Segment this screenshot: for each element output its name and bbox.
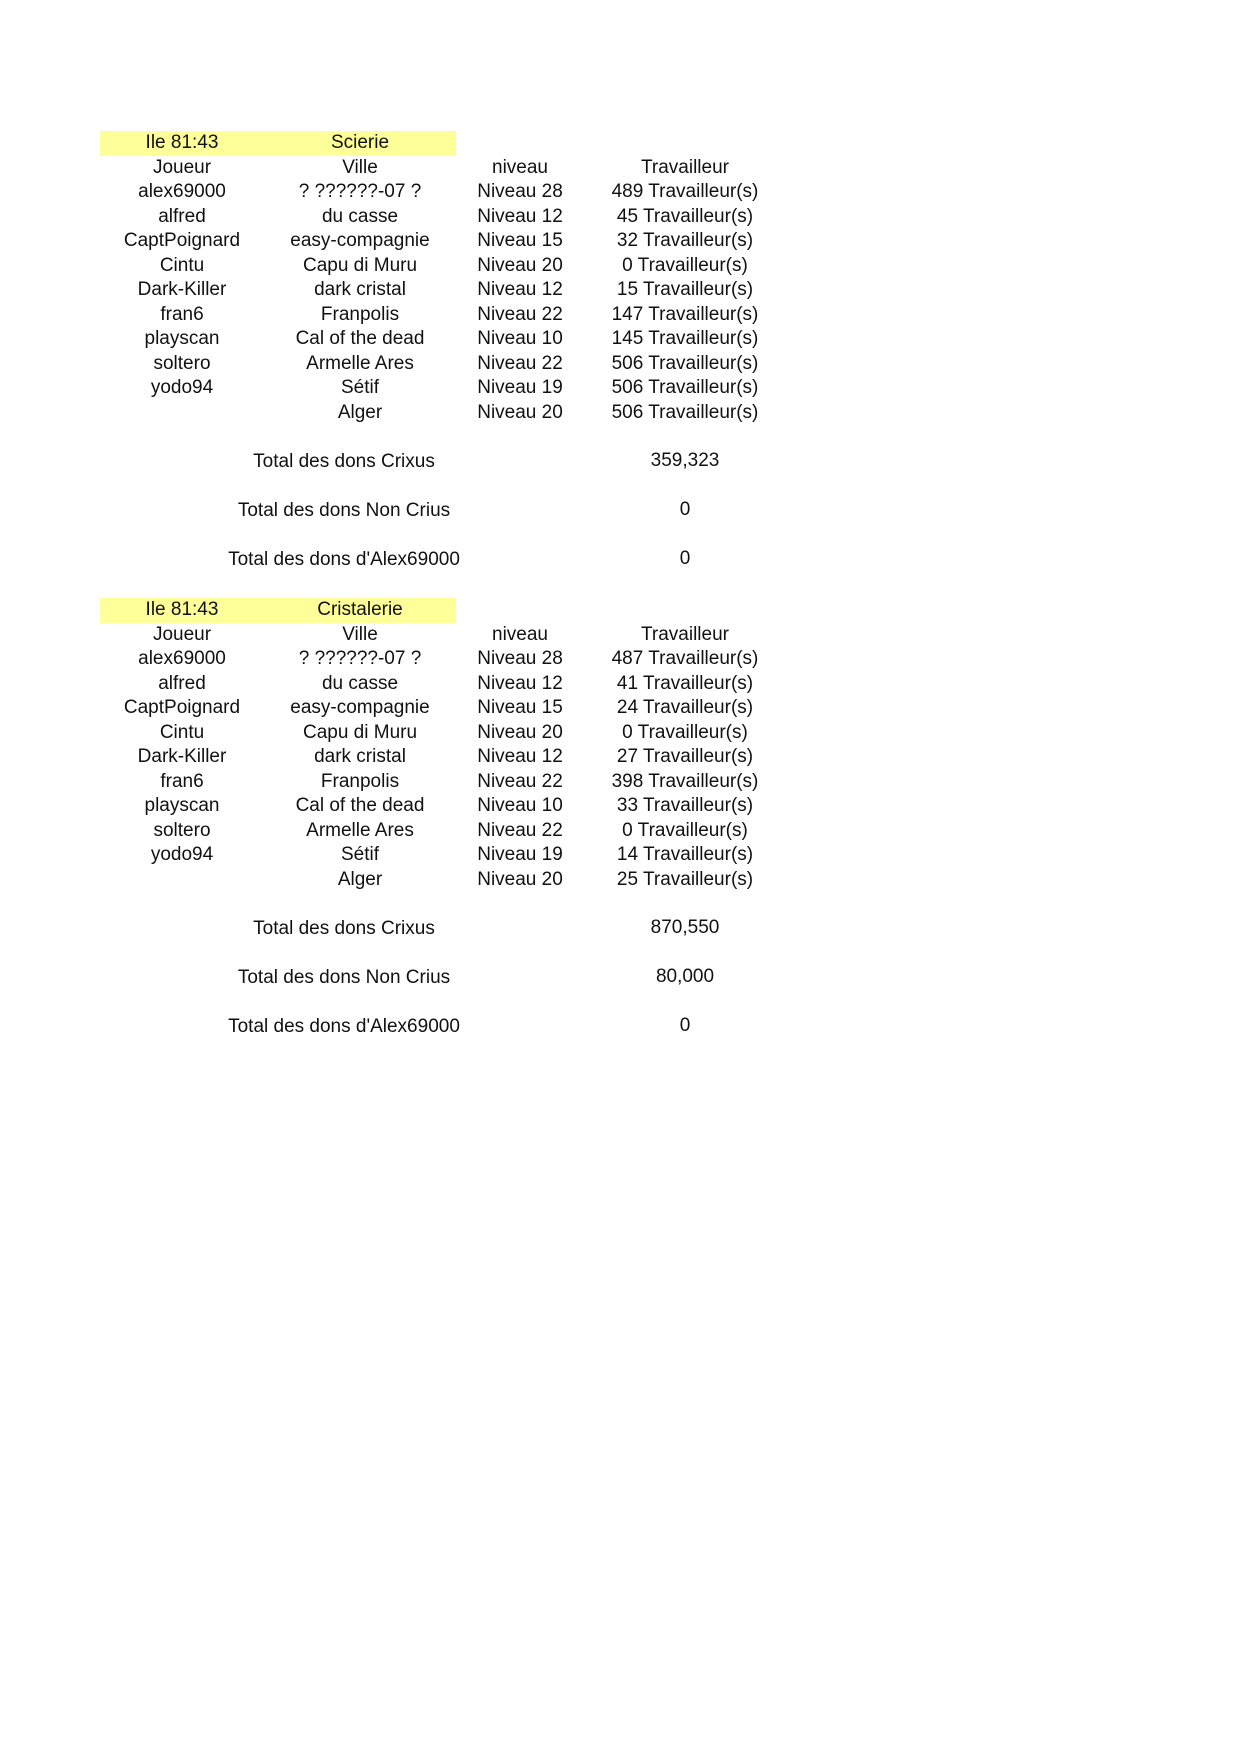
cell-ville: Cal of the dead <box>295 328 425 349</box>
cell-travailleur: 506 Travailleur(s) <box>611 352 759 374</box>
table-row <box>0 205 1241 229</box>
cell-ville: easy-compagnie <box>290 697 430 718</box>
cell-ville: dark cristal <box>314 746 406 767</box>
cell-niveau: Niveau 12 <box>477 279 563 300</box>
cell-niveau: Niveau 22 <box>477 352 563 374</box>
column-header-joueur: Joueur <box>152 623 212 645</box>
cell-travailleur: 489 Travailleur(s) <box>611 181 759 202</box>
cell-niveau: Niveau 12 <box>477 746 563 767</box>
cell-niveau: Niveau 15 <box>477 230 563 251</box>
cell-niveau: Niveau 20 <box>477 721 563 743</box>
total-label: Total des dons Crixus <box>253 918 435 939</box>
cell-travailleur: 32 Travailleur(s) <box>616 230 754 251</box>
cell-ville: Cal of the dead <box>295 795 425 816</box>
building-name: Cristalerie <box>317 599 403 620</box>
section-title-row <box>0 131 1241 155</box>
cell-joueur: playscan <box>144 328 220 349</box>
column-header-travailleur: Travailleur <box>641 623 729 645</box>
total-value: 0 <box>679 1015 691 1036</box>
total-label: Total des dons d'Alex69000 <box>228 1016 460 1037</box>
table-row <box>0 278 1241 302</box>
cell-travailleur: 398 Travailleur(s) <box>611 770 759 792</box>
cell-travailleur: 41 Travailleur(s) <box>616 672 754 694</box>
cell-ville: dark cristal <box>314 279 406 300</box>
cell-ville: Sétif <box>340 377 380 398</box>
column-header-ville: Ville <box>342 623 378 645</box>
total-value: 0 <box>679 548 691 569</box>
total-row <box>0 548 1241 572</box>
total-row <box>0 966 1241 990</box>
cell-travailleur: 506 Travailleur(s) <box>611 401 759 423</box>
cell-travailleur: 145 Travailleur(s) <box>611 328 759 349</box>
cell-joueur: CaptPoignard <box>123 230 241 251</box>
table-row <box>0 327 1241 351</box>
total-label: Total des dons Non Crius <box>237 967 451 988</box>
cell-niveau: Niveau 12 <box>477 672 563 694</box>
table-row <box>0 696 1241 720</box>
cell-joueur: alfred <box>158 672 206 694</box>
cell-joueur: fran6 <box>160 770 204 792</box>
total-label: Total des dons d'Alex69000 <box>228 549 460 570</box>
table-row <box>0 721 1241 745</box>
column-header-niveau: niveau <box>492 156 548 178</box>
table-row <box>0 254 1241 278</box>
cell-travailleur: 25 Travailleur(s) <box>616 868 754 890</box>
cell-travailleur: 0 Travailleur(s) <box>622 721 748 743</box>
cell-joueur: alex69000 <box>138 181 226 202</box>
total-row <box>0 1015 1241 1039</box>
cell-joueur: alfred <box>158 205 206 227</box>
island-coordinates: Ile 81:43 <box>145 599 219 620</box>
cell-ville: ? ??????-07 ? <box>298 648 422 669</box>
cell-travailleur: 45 Travailleur(s) <box>616 205 754 227</box>
section-title-row <box>0 598 1241 622</box>
table-row <box>0 352 1241 376</box>
cell-travailleur: 487 Travailleur(s) <box>611 648 759 669</box>
cell-niveau: Niveau 28 <box>477 181 563 202</box>
column-header-joueur: Joueur <box>152 156 212 178</box>
cell-niveau: Niveau 28 <box>477 648 563 669</box>
table-row <box>0 376 1241 400</box>
cell-travailleur: 147 Travailleur(s) <box>611 303 759 325</box>
cell-joueur: Cintu <box>159 721 205 743</box>
cell-ville: Sétif <box>340 844 380 865</box>
total-value: 359,323 <box>650 450 720 471</box>
cell-joueur: Dark-Killer <box>137 746 227 767</box>
cell-ville: easy-compagnie <box>290 230 430 251</box>
cell-ville: Armelle Ares <box>306 819 414 841</box>
cell-joueur: CaptPoignard <box>123 697 241 718</box>
total-row <box>0 917 1241 941</box>
column-header-row <box>0 156 1241 180</box>
cell-ville: Franpolis <box>320 303 400 325</box>
column-header-niveau: niveau <box>492 623 548 645</box>
cell-travailleur: 27 Travailleur(s) <box>616 746 754 767</box>
cell-joueur: yodo94 <box>150 377 214 398</box>
total-value: 0 <box>679 499 691 520</box>
cell-travailleur: 0 Travailleur(s) <box>622 819 748 841</box>
building-name: Scierie <box>330 132 390 153</box>
table-row <box>0 401 1241 425</box>
total-value: 80,000 <box>655 966 715 987</box>
cell-niveau: Niveau 15 <box>477 697 563 718</box>
cell-joueur: playscan <box>144 795 220 816</box>
table-row <box>0 843 1241 867</box>
cell-ville: Capu di Muru <box>302 254 418 276</box>
table-row <box>0 672 1241 696</box>
table-row <box>0 229 1241 253</box>
table-row <box>0 794 1241 818</box>
cell-ville: Franpolis <box>320 770 400 792</box>
cell-ville: Alger <box>337 868 383 890</box>
column-header-row <box>0 623 1241 647</box>
island-coordinates: Ile 81:43 <box>145 132 219 153</box>
cell-ville: Alger <box>337 401 383 423</box>
cell-ville: Armelle Ares <box>306 352 414 374</box>
total-value: 870,550 <box>650 917 720 938</box>
cell-travailleur: 33 Travailleur(s) <box>616 795 754 816</box>
cell-joueur: soltero <box>153 819 211 841</box>
table-row <box>0 868 1241 892</box>
cell-niveau: Niveau 20 <box>477 254 563 276</box>
cell-travailleur: 24 Travailleur(s) <box>616 697 754 718</box>
cell-travailleur: 506 Travailleur(s) <box>611 377 759 398</box>
total-label: Total des dons Crixus <box>253 451 435 472</box>
cell-niveau: Niveau 22 <box>477 303 563 325</box>
cell-ville: du casse <box>321 672 399 694</box>
cell-ville: du casse <box>321 205 399 227</box>
cell-travailleur: 15 Travailleur(s) <box>616 279 754 300</box>
cell-niveau: Niveau 22 <box>477 770 563 792</box>
cell-ville: Capu di Muru <box>302 721 418 743</box>
cell-travailleur: 0 Travailleur(s) <box>622 254 748 276</box>
cell-joueur: Dark-Killer <box>137 279 227 300</box>
table-row <box>0 180 1241 204</box>
cell-niveau: Niveau 12 <box>477 205 563 227</box>
table-row <box>0 303 1241 327</box>
cell-niveau: Niveau 19 <box>477 844 563 865</box>
cell-niveau: Niveau 19 <box>477 377 563 398</box>
column-header-ville: Ville <box>342 156 378 178</box>
cell-niveau: Niveau 20 <box>477 401 563 423</box>
table-row <box>0 770 1241 794</box>
cell-joueur: soltero <box>153 352 211 374</box>
table-row <box>0 745 1241 769</box>
cell-joueur: alex69000 <box>138 648 226 669</box>
column-header-travailleur: Travailleur <box>641 156 729 178</box>
table-row <box>0 819 1241 843</box>
cell-niveau: Niveau 10 <box>477 328 563 349</box>
cell-niveau: Niveau 20 <box>477 868 563 890</box>
total-label: Total des dons Non Crius <box>237 500 451 521</box>
total-row <box>0 499 1241 523</box>
cell-niveau: Niveau 22 <box>477 819 563 841</box>
table-row <box>0 647 1241 671</box>
cell-niveau: Niveau 10 <box>477 795 563 816</box>
total-row <box>0 450 1241 474</box>
cell-joueur: fran6 <box>160 303 204 325</box>
cell-joueur: Cintu <box>159 254 205 276</box>
cell-joueur: yodo94 <box>150 844 214 865</box>
cell-travailleur: 14 Travailleur(s) <box>616 844 754 865</box>
cell-ville: ? ??????-07 ? <box>298 181 422 202</box>
